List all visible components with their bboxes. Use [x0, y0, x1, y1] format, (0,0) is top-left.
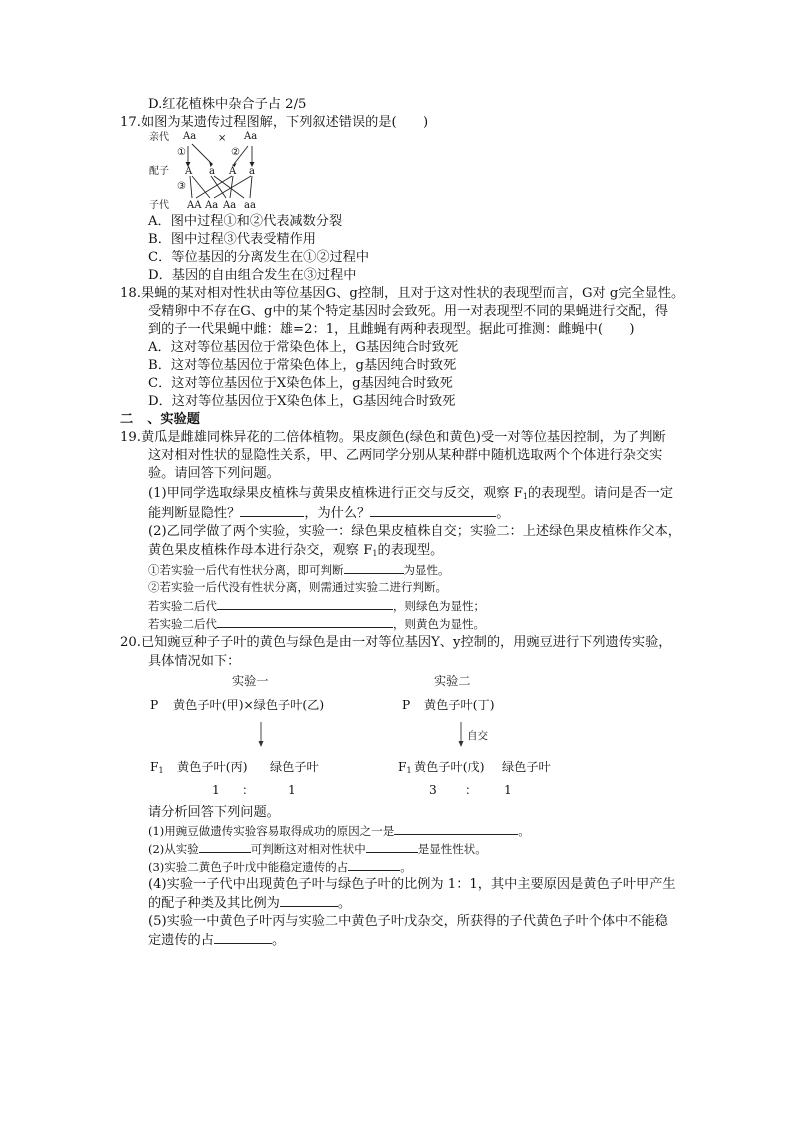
exp1-f1-yellow: 黄色子叶(丙): [177, 760, 248, 774]
q20-sub3: (3)实验二黄色子叶戊中能稳定遗传的占 。: [148, 860, 412, 874]
answer-blank[interactable]: [394, 822, 518, 835]
exp2-title: 实验二: [434, 674, 471, 688]
exp1-f1-green: 绿色子叶: [270, 760, 319, 774]
process-2: ②: [231, 147, 240, 158]
q17-option-b: B．图中过程③代表受精作用: [148, 232, 316, 247]
exp2-f1-yellow: 黄色子叶(戊): [414, 760, 485, 774]
gamete-4: a: [249, 166, 255, 177]
q17-option-d: D．基因的自由组合发生在③过程中: [148, 268, 357, 283]
q20-sub5-line2: 定遗传的占 。: [148, 933, 286, 948]
exp1-ratio-2: 1: [288, 783, 296, 797]
answer-blank[interactable]: [214, 931, 272, 944]
exp2-ratio-1: 1: [504, 783, 512, 797]
section-number: 二: [120, 412, 134, 427]
offspring-2: Aa: [205, 200, 219, 211]
q19-stem-line1: 19.黄瓜是雌雄同株异花的二倍体植物。果皮颜色(绿色和黄色)受一对等位基因控制，为了判断: [120, 430, 666, 445]
q20-sub4-line1: (4)实验一子代中出现黄色子叶与绿色子叶的比例为 1：1，其中主要原因是黄色子叶甲产生: [148, 877, 676, 892]
q20-sub5-line1: (5)实验一中黄色子叶丙与实验二中黄色子叶戊杂交，所获得的子代黄色子叶个体中不能稳: [148, 914, 668, 929]
q18-option-a: A．这对等位基因位于常染色体上，G基因纯合时致死: [148, 340, 459, 355]
q19-part2-line1: (2)乙同学做了两个实验，实验一：绿色果皮植株自交；实验二：上述绿色果皮植株作父本，: [148, 524, 681, 539]
label-gamete: 配子: [149, 166, 169, 177]
exp2-ratio-colon: ：: [465, 783, 478, 797]
q19-part1-line2: 能判断显隐性？ ，为什么？ 。: [148, 506, 510, 521]
q18-stem-line3: 到的子一代果蝇中雌：雄=2：1，且雌蝇有两种表现型。据此可推测：雌蝇中( ): [148, 322, 635, 337]
q19-stem-line2: 这对相对性状的显隐性关系，甲、乙两同学分别从某种群中随机选取两个个体进行杂交实: [148, 448, 663, 463]
q19-part2-line2: 黄色果皮植株作母本进行杂交，观察 $F_1$的表现型。: [148, 543, 444, 558]
exp1-ratio-colon: ：: [242, 783, 255, 797]
q17-option-a: A．图中过程①和②代表减数分裂: [148, 214, 343, 229]
q19-stem-line3: 验。请回答下列问题。: [148, 466, 280, 481]
label-offspring: 子代: [149, 200, 169, 211]
q18-stem-line2: 受精卵中不存在G、g中的某个特定基因时会致死。用一对表现型不同的果蝇进行交配，得: [148, 304, 669, 319]
q18-option-c: C．这对等位基因位于X染色体上，g基因纯合时致死: [148, 376, 453, 391]
exp2-selfing-label: 自交: [467, 730, 488, 742]
q16-option-d: D.红花植株中杂合子占 2/5: [148, 97, 307, 112]
answer-blank[interactable]: [280, 894, 338, 907]
q19-exp2-result2: 若实验二后代 ，则黄色为显性。: [148, 617, 485, 631]
section-title: 、实验题: [147, 412, 200, 427]
exp2-ratio-3: 3: [429, 783, 437, 797]
q19-case1: ①若实验一后代有性状分离，即可判断 为显性。: [148, 563, 450, 577]
exp1-p-label: P: [150, 698, 159, 712]
q17-option-c: C．等位基因的分离发生在①②过程中: [148, 250, 370, 265]
process-1: ①: [177, 147, 186, 158]
exp1-parents: 黄色子叶(甲)×绿色子叶(乙): [173, 698, 325, 712]
gamete-3: A: [229, 166, 237, 177]
exp2-p-label: P: [402, 698, 411, 712]
q20-sub1: (1)用豌豆做遗传实验容易取得成功的原因之一是 。: [148, 824, 530, 838]
label-parent: 亲代: [149, 132, 169, 143]
cross-symbol: ×: [218, 133, 227, 144]
q20-stem-line1: 20.已知豌豆种子子叶的黄色与绿色是由一对等位基因Y、y控制的，用豌豆进行下列遗传实验，: [120, 635, 672, 650]
exp2-f1-label: $F_1$: [398, 760, 412, 775]
exp2-f1-green: 绿色子叶: [502, 760, 551, 774]
q19-exp2-result1: 若实验二后代 ，则绿色为显性；: [148, 599, 485, 613]
q18-option-b: B．这对等位基因位于常染色体上，g基因纯合时致死: [148, 358, 457, 373]
q20-stem-line2: 具体情况如下：: [148, 654, 241, 669]
q20-sub2: (2)从实验 可判断这对相对性状中 是显性性状。: [148, 842, 487, 856]
q18-stem-line1: 18.果蝇的某对相对性状由等位基因G、g控制，且对于这对性状的表现型而言，G对 g完全显性。: [120, 286, 685, 301]
offspring-1: AA: [187, 200, 202, 211]
q19-part1-line1: (1)甲同学选取绿果皮植株与黄果皮植株进行正交与反交，观察 $F_1$的表现型。请问是否一定: [148, 486, 674, 501]
answer-blank[interactable]: [366, 840, 418, 853]
q19-case2: ②若实验一后代没有性状分离，则需通过实验二进行判断。: [148, 580, 447, 594]
offspring-3: Aa: [223, 200, 237, 211]
q18-option-d: D．这对等位基因位于X染色体上，G基因纯合时致死: [148, 394, 456, 409]
gamete-1: A: [185, 166, 193, 177]
exp1-f1-label: $F_1$: [150, 760, 164, 775]
exp1-ratio-1: 1: [212, 783, 220, 797]
answer-blank[interactable]: [199, 840, 251, 853]
parent-1: Aa: [183, 131, 197, 142]
q17-stem: 17.如图为某遗传过程图解，下列叙述错误的是( ): [120, 115, 429, 130]
offspring-4: aa: [244, 200, 256, 211]
q20-sub4-line2: 的配子种类及其比例为 。: [148, 896, 352, 911]
process-3: ③: [177, 181, 186, 192]
exp1-title: 实验一: [232, 674, 269, 688]
q20-intro: 请分析回答下列问题。: [148, 805, 280, 820]
answer-blank[interactable]: [348, 858, 400, 871]
exp2-parent: 黄色子叶(丁): [424, 698, 495, 712]
parent-2: Aa: [244, 131, 258, 142]
gamete-2: a: [209, 166, 215, 177]
